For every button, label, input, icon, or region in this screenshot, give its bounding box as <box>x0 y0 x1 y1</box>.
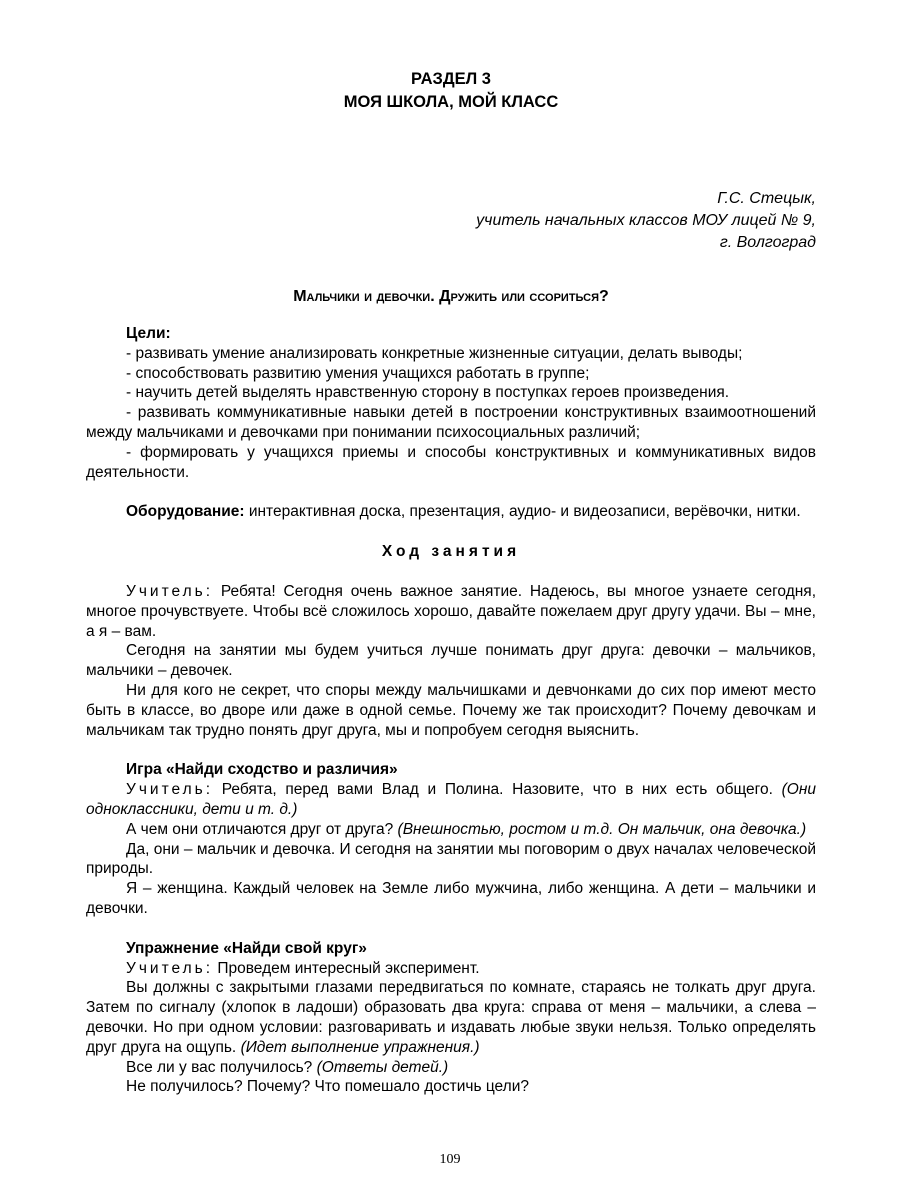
author-city: г. Волгоград <box>719 234 816 251</box>
exercise-text: Проведем интересный эксперимент. <box>217 959 480 977</box>
section-title: МОЯ ШКОЛА, МОЙ КЛАСС <box>343 93 559 111</box>
exercise-text: Вы должны с закрытыми глазами передвигаться по комнате, стараясь не толкать друг друга. Затем по сигналу (хлопок в ладоши) образовать два круга: справа от меня – мальчики, а слева – девочки. Но при одном условии: разговаривать и издавать любые звуки нельзя. Только определять друг друга на ощупь. <box>86 979 816 1056</box>
game-paragraph-4: Я – женщина. Каждый человек на Земле либо мужчина, либо женщина. А дети – мальчики и девочки. <box>86 880 816 917</box>
exercise-paragraph-4: Не получилось? Почему? Что помешало достичь цели? <box>126 1078 529 1096</box>
page-number: 109 <box>439 1152 461 1167</box>
equipment-text: интерактивная доска, презентация, аудио- и видеозаписи, верёвочки, нитки. <box>248 503 801 521</box>
game-paragraph-2 <box>86 820 816 840</box>
teacher-label: Учитель: <box>126 582 214 600</box>
author-name: Г.С. Стецык, <box>717 190 816 207</box>
goal-item: - способствовать развитию умения учащихся работать в группе; <box>126 364 590 382</box>
exercise-paragraph-2 <box>86 978 816 1057</box>
goal-item: - развивать умение анализировать конкретные жизненные ситуации, делать выводы; <box>126 344 743 362</box>
lesson-title: Мальчики и девочки. Дружить или ссориться? <box>293 288 609 305</box>
exercise-paragraph-3 <box>86 1058 816 1078</box>
exercise-note: (Ответы детей.) <box>316 1058 449 1076</box>
teacher-label: Учитель: <box>126 959 214 977</box>
author-block <box>476 188 816 254</box>
game-heading: Игра «Найди сходство и различия» <box>126 761 398 779</box>
exercise-note: (Идет выполнение упражнения.) <box>240 1038 480 1056</box>
goal-item: - развивать коммуникативные навыки детей в построении конструктивных взаимоотношений между мальчиками и девочками при понимании психосоциальных различий; <box>86 404 816 441</box>
game-answer: (Они одноклассники, дети и т. д.) <box>86 781 817 818</box>
game-paragraph-3: Да, они – мальчик и девочка. И сегодня на занятии мы поговорим о двух началах человеческой природы. <box>86 840 816 878</box>
goal-item: - научить детей выделять нравственную сторону в поступках героев произведения. <box>126 384 730 402</box>
goals-heading: Цели: <box>126 325 171 342</box>
equipment-paragraph <box>86 502 816 522</box>
exercise-paragraph-1 <box>86 959 816 979</box>
intro-paragraph <box>86 582 816 641</box>
game-paragraph-1 <box>86 780 816 820</box>
exercise-text: Все ли у вас получилось? <box>126 1058 313 1076</box>
game-answer: (Внешностью, ростом и т.д. Он мальчик, она девочка.) <box>397 820 807 838</box>
goal-item: - формировать у учащихся приемы и способы конструктивных и коммуникативных видов деятельности. <box>86 443 816 481</box>
author-position: учитель начальных классов МОУ лицей № 9, <box>476 212 816 229</box>
lesson-heading: Ход занятия <box>381 543 521 561</box>
intro-text: Ребята! Сегодня очень важное занятие. Надеюсь, вы многое узнаете сегодня, многое прочувствуете. Чтобы всё сложилось хорошо, давайте пожелаем друг другу удачи. Вы – мне, а я – вам. <box>86 582 817 640</box>
exercise-heading: Упражнение «Найди свой круг» <box>126 939 367 957</box>
equipment-label: Оборудование: <box>126 503 245 521</box>
section-heading <box>86 68 816 114</box>
game-text: Ребята, перед вами Влад и Полина. Назовите, что в них есть общего. <box>221 781 773 799</box>
teacher-label: Учитель: <box>126 781 214 799</box>
document-body <box>86 324 816 1097</box>
section-number: РАЗДЕЛ 3 <box>411 70 491 88</box>
intro-paragraph-2: Сегодня на занятии мы будем учиться лучше понимать друг друга: девочки – мальчиков, мальчики – девочек. <box>86 642 816 680</box>
game-text: А чем они отличаются друг от друга? <box>126 820 394 838</box>
intro-paragraph-3: Ни для кого не секрет, что споры между мальчишками и девчонками до сих пор имеют место быть в классе, во дворе или даже в одной семье. Почему же так происходит? Почему девочкам и мальчикам так трудно понять друг друга, мы и попробуем сегодня выяснить. <box>86 681 816 739</box>
